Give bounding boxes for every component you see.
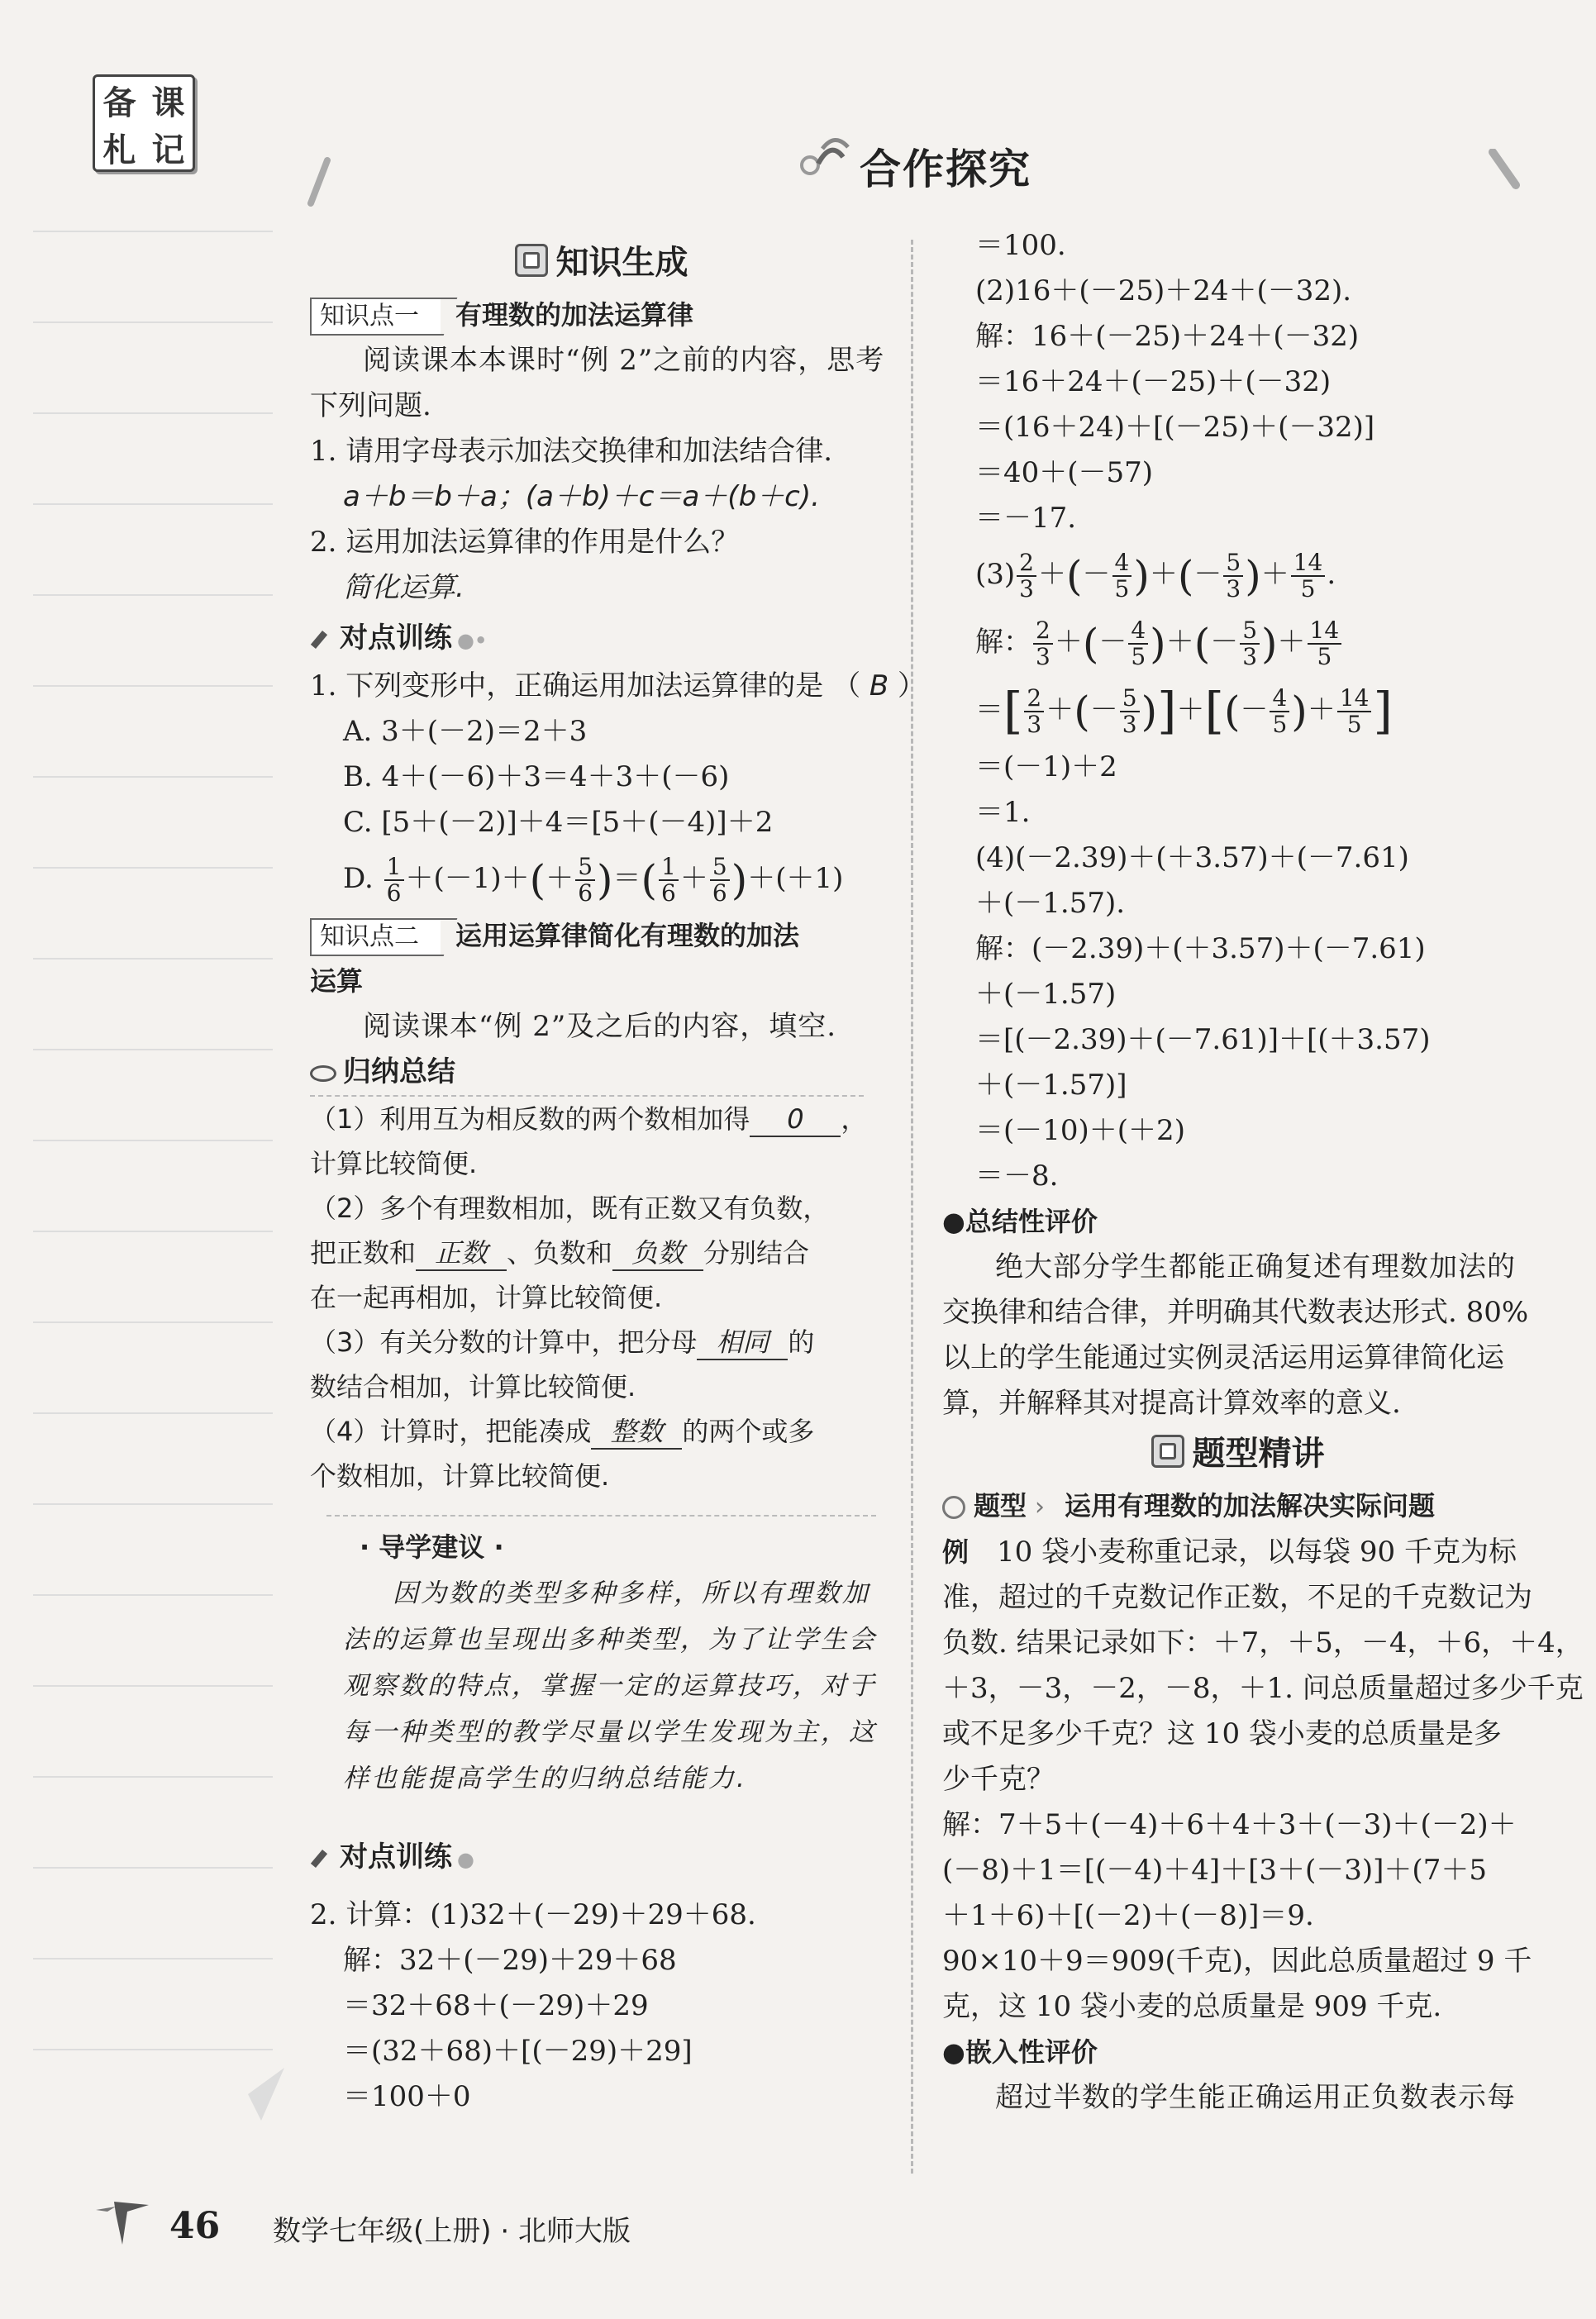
denominator: 5 bbox=[1131, 643, 1146, 670]
dots-icon: ●• bbox=[457, 629, 488, 652]
calc-line: 解：16＋(－25)＋24＋(－32) bbox=[975, 320, 1360, 353]
opt-d-part: ＋(＋1) bbox=[747, 862, 844, 895]
section-title: 合作探究 bbox=[860, 145, 1031, 193]
example-line: ＋3，－3，－2，－8，＋1. 问总质量超过多少千克 bbox=[942, 1672, 1584, 1705]
numerator: 5 bbox=[1223, 550, 1243, 577]
pq1-answer: B bbox=[869, 669, 889, 702]
example-line bbox=[942, 1530, 1533, 1575]
op: ＝ bbox=[975, 693, 1003, 726]
problem-3-regroup bbox=[942, 677, 1533, 745]
op: ＋ bbox=[1046, 693, 1074, 726]
example-label: 例 bbox=[942, 1536, 970, 1568]
calc-line: ＋(－1.57). bbox=[975, 887, 1126, 920]
op: ＋ bbox=[1277, 626, 1306, 659]
chevron-right-icon: › bbox=[1035, 1493, 1046, 1521]
op: . bbox=[1327, 558, 1336, 591]
fraction bbox=[1308, 618, 1342, 669]
kp1-intro-line: 阅读课本本课时“例 2”之前的内容，思考 bbox=[363, 344, 885, 377]
summary-line: 数结合相加，计算比较简便. bbox=[310, 1371, 636, 1402]
answer-1: a＋b＝b＋a；(a＋b)＋c＝a＋(b＋c). bbox=[343, 480, 820, 513]
op: ＋ bbox=[1260, 558, 1289, 591]
notes-char: 备 bbox=[102, 84, 136, 122]
kp1-row bbox=[310, 293, 893, 338]
denominator: 6 bbox=[661, 879, 676, 907]
summary-line: 个数相加，计算比较简便. bbox=[310, 1460, 610, 1492]
pq2-line: ＝32＋68＋(－29)＋29 bbox=[343, 1989, 649, 2022]
answer-2: 简化运算. bbox=[343, 571, 465, 604]
numerator: 4 bbox=[1112, 550, 1132, 577]
s-text: 把正数和 bbox=[310, 1237, 417, 1269]
leaf-icon bbox=[310, 1065, 336, 1082]
numerator: 5 bbox=[710, 855, 730, 881]
denominator: 5 bbox=[1272, 711, 1288, 738]
numerator: 1 bbox=[659, 855, 679, 881]
bracket: （ bbox=[832, 669, 861, 702]
kp2-tag: 知识点二 bbox=[310, 918, 441, 956]
op: － bbox=[1098, 626, 1127, 659]
cooperation-icon bbox=[793, 132, 851, 182]
fill-blank: 负数 bbox=[612, 1236, 703, 1271]
denominator: 3 bbox=[1019, 575, 1034, 602]
fraction bbox=[659, 855, 679, 906]
left-column bbox=[310, 236, 927, 2120]
bracket: [ bbox=[1003, 682, 1023, 740]
kp2-row bbox=[310, 913, 893, 959]
option-d bbox=[310, 845, 893, 913]
calc-line: ＝1. bbox=[975, 796, 1031, 829]
fill-blank: 整数 bbox=[591, 1415, 682, 1450]
opt-d-part: ＋ bbox=[679, 862, 708, 895]
kp2-title: 运用运算律简化有理数的加法 bbox=[455, 920, 800, 951]
numerator: 14 bbox=[1308, 618, 1342, 645]
s-text: 的两个或多 bbox=[682, 1416, 815, 1447]
practice-question-1 bbox=[310, 664, 927, 709]
option-c: C. [5＋(－2)]＋4＝[5＋(－4)]＋2 bbox=[343, 806, 774, 839]
op: － bbox=[1193, 558, 1222, 591]
banner-left-stroke bbox=[306, 157, 331, 207]
denominator: 3 bbox=[1122, 711, 1137, 738]
numerator: 5 bbox=[575, 855, 595, 881]
paren: ) bbox=[1245, 552, 1261, 600]
solve-label: 解： bbox=[975, 626, 1031, 659]
solution-line: 克，这 10 袋小麦的总质量是 909 千克. bbox=[942, 1990, 1442, 2023]
summary-line bbox=[310, 1097, 893, 1141]
notes-char: 课 bbox=[151, 84, 185, 122]
example-text: 10 袋小麦称重记录，以每袋 90 千克为标 bbox=[997, 1536, 1517, 1569]
calc-line: ＋(－1.57)] bbox=[975, 1069, 1127, 1102]
paren: ( bbox=[1223, 688, 1241, 736]
denominator: 3 bbox=[1027, 711, 1042, 738]
question-1: 1. 请用字母表示加法交换律和加法结合律. bbox=[310, 435, 833, 468]
denominator: 6 bbox=[578, 879, 593, 907]
numerator: 5 bbox=[1240, 618, 1260, 645]
denominator: 5 bbox=[1317, 643, 1332, 670]
problem-3 bbox=[942, 541, 1533, 609]
summary-heading bbox=[310, 1050, 864, 1097]
banner-right-stroke bbox=[1488, 149, 1521, 190]
solution-line: 90×10＋9＝909(千克)，因此总质量超过 9 千 bbox=[942, 1945, 1532, 1978]
op: － bbox=[1082, 558, 1111, 591]
kp2-title-cont: 运算 bbox=[310, 965, 364, 997]
numerator: 1 bbox=[384, 855, 404, 881]
numerator: 4 bbox=[1128, 618, 1148, 645]
pq2-line: ＝100＋0 bbox=[343, 2080, 471, 2113]
dots-icon: ● bbox=[457, 1848, 474, 1871]
paren: ) bbox=[1261, 620, 1278, 668]
numerator: 2 bbox=[1033, 618, 1053, 645]
guide-line: 每一种类型的教学尽量以学生发现为主，这 bbox=[343, 1717, 877, 1747]
pen-icon bbox=[311, 631, 327, 649]
solution-line: (－8)＋1＝[(－4)＋4]＋[3＋(－3)]＋(7＋5 bbox=[942, 1854, 1487, 1887]
kp2-intro: 阅读课本“例 2”及之后的内容，填空. bbox=[363, 1010, 837, 1043]
op: ＋ bbox=[1149, 558, 1178, 591]
knowledge-heading-text: 知识生成 bbox=[555, 244, 688, 282]
denominator: 6 bbox=[386, 879, 402, 907]
numerator: 2 bbox=[1017, 550, 1036, 577]
paren: ) bbox=[1141, 688, 1158, 736]
bracket: [ bbox=[1204, 682, 1224, 740]
kp1-tag: 知识点一 bbox=[310, 298, 441, 336]
bracket: ] bbox=[1373, 682, 1393, 740]
guide-line: 观察数的特点，掌握一定的运算技巧，对于 bbox=[343, 1671, 877, 1701]
op: ＋ bbox=[1176, 693, 1205, 726]
s-text: 的 bbox=[788, 1326, 815, 1358]
pq2-line: 2. 计算：(1)32＋(－29)＋29＋68. bbox=[310, 1898, 756, 1931]
paren: ( bbox=[641, 856, 658, 904]
types-heading-text: 题型精讲 bbox=[1192, 1435, 1325, 1473]
notes-char: 札 bbox=[102, 131, 136, 169]
margin-note-lines bbox=[33, 215, 273, 2116]
teaching-guide bbox=[326, 1515, 876, 1802]
knowledge-icon bbox=[515, 244, 548, 277]
calc-line: ＝(－1)＋2 bbox=[975, 750, 1117, 783]
eval-line: 交换律和结合律，并明确其代数表达形式. 80% bbox=[942, 1296, 1529, 1329]
denominator: 5 bbox=[1346, 711, 1362, 738]
calc-line: (4)(－2.39)＋(＋3.57)＋(－7.61) bbox=[975, 841, 1409, 874]
practice2-heading-text: 对点训练 bbox=[340, 1840, 452, 1874]
numerator: 4 bbox=[1270, 686, 1289, 712]
fraction bbox=[1240, 618, 1260, 669]
types-heading bbox=[942, 1431, 1533, 1477]
problem-3-solution bbox=[942, 609, 1533, 677]
solution-line: 解：7＋5＋(－4)＋6＋4＋3＋(－3)＋(－2)＋ bbox=[942, 1808, 1517, 1841]
question-2: 2. 运用加法运算律的作用是什么？ bbox=[310, 526, 740, 559]
eval-line: 绝大部分学生都能正确复述有理数加法的 bbox=[995, 1250, 1516, 1283]
example-line: 准，超过的千克数记作正数，不足的千克数记为 bbox=[942, 1581, 1532, 1614]
denominator: 3 bbox=[1242, 643, 1258, 670]
fraction bbox=[1017, 550, 1036, 602]
paren: ( bbox=[1177, 552, 1194, 600]
paren: ) bbox=[1291, 688, 1308, 736]
paren: ( bbox=[1082, 620, 1099, 668]
fraction bbox=[1270, 686, 1289, 737]
numerator: 5 bbox=[1120, 686, 1140, 712]
op: ＋ bbox=[1054, 626, 1083, 659]
summary-line bbox=[310, 1231, 893, 1275]
footer-arrow-icon bbox=[91, 2198, 157, 2248]
embed-line: 超过半数的学生能正确运用正负数表示每 bbox=[995, 2081, 1516, 2114]
embedded-eval-heading: ●嵌入性评价 bbox=[942, 2036, 1098, 2068]
knowledge-heading bbox=[310, 240, 893, 286]
fraction bbox=[384, 855, 404, 906]
fraction bbox=[1223, 550, 1243, 602]
paren: ( bbox=[529, 856, 546, 904]
kp1-title: 有理数的加法运算律 bbox=[455, 299, 694, 331]
calc-line: ＝(－10)＋(＋2) bbox=[975, 1114, 1185, 1147]
book-title: 数学七年级(上册) · 北师大版 bbox=[273, 2215, 631, 2248]
paren: ) bbox=[731, 856, 748, 904]
opt-d-part: ＝ bbox=[612, 862, 641, 895]
numerator: 14 bbox=[1337, 686, 1372, 712]
opt-d-part: ＋(－1)＋ bbox=[405, 862, 530, 895]
opt-d-prefix: D. bbox=[343, 862, 383, 895]
practice-heading-text: 对点训练 bbox=[340, 621, 452, 655]
fill-blank: 相同 bbox=[697, 1326, 788, 1360]
s-text: （4）计算时，把能凑成 bbox=[310, 1416, 592, 1447]
fraction bbox=[1033, 618, 1053, 669]
opt-d-part: ＋ bbox=[545, 862, 574, 895]
op: ＋ bbox=[1307, 693, 1336, 726]
fraction bbox=[575, 855, 595, 906]
fraction bbox=[1291, 550, 1326, 602]
summative-eval-heading: ●总结性评价 bbox=[942, 1206, 1098, 1237]
calc-line: ＝－8. bbox=[975, 1160, 1059, 1193]
corner-triangle-decoration bbox=[245, 2066, 286, 2124]
fraction bbox=[1112, 550, 1132, 602]
denominator: 3 bbox=[1226, 575, 1241, 602]
summary-line: （2）多个有理数相加，既有正数又有负数， bbox=[310, 1193, 830, 1224]
p3-label: (3) bbox=[975, 558, 1016, 591]
op: － bbox=[1240, 693, 1269, 726]
option-b: B. 4＋(－6)＋3＝4＋3＋(－6) bbox=[343, 760, 730, 793]
calc-line: (2)16＋(－25)＋24＋(－32). bbox=[975, 274, 1352, 307]
solution-line: ＋1＋6)＋[(－2)＋(－8)]＝9. bbox=[942, 1899, 1314, 1932]
s-text: （3）有关分数的计算中，把分母 bbox=[310, 1326, 698, 1358]
op: － bbox=[1210, 626, 1239, 659]
op: ＋ bbox=[1038, 558, 1066, 591]
summary-line bbox=[310, 1409, 893, 1454]
example-line: 或不足多少千克？这 10 袋小麦的总质量是多 bbox=[942, 1717, 1502, 1750]
paren: ( bbox=[1074, 688, 1090, 736]
eval-line: 以上的学生能通过实例灵活运用运算律简化运 bbox=[942, 1341, 1504, 1374]
fraction bbox=[710, 855, 730, 906]
calc-line: ＝(16＋24)＋[(－25)＋(－32)] bbox=[975, 411, 1375, 444]
summary-line: 计算比较简便. bbox=[310, 1148, 478, 1179]
eval-line: 算，并解释其对提高计算效率的意义. bbox=[942, 1387, 1401, 1420]
bracket: ] bbox=[1157, 682, 1177, 740]
bracket: ） bbox=[898, 669, 927, 702]
op: － bbox=[1089, 693, 1118, 726]
guide-line: 因为数的类型多种多样，所以有理数加 bbox=[393, 1579, 870, 1608]
guide-line: 样也能提高学生的归纳总结能力. bbox=[343, 1764, 747, 1793]
type-tag: 题型 bbox=[974, 1490, 1027, 1521]
summary-line bbox=[310, 1320, 893, 1364]
paren: ) bbox=[1133, 552, 1150, 600]
numerator: 2 bbox=[1024, 686, 1044, 712]
fill-blank: 正数 bbox=[416, 1236, 507, 1271]
notes-box bbox=[93, 74, 195, 172]
types-icon bbox=[1151, 1435, 1184, 1468]
s-text: 、负数和 bbox=[507, 1237, 613, 1269]
denominator: 5 bbox=[1114, 575, 1130, 602]
calc-line: ＝40＋(－57) bbox=[975, 456, 1154, 489]
guide-text bbox=[335, 1570, 877, 1802]
guide-line: 法的运算也呈现出多种类型，为了让学生会 bbox=[343, 1625, 877, 1655]
calc-line: 解：(－2.39)＋(＋3.57)＋(－7.61) bbox=[975, 932, 1426, 965]
option-a: A. 3＋(－2)＝2＋3 bbox=[343, 715, 588, 748]
calc-line: ＝－17. bbox=[975, 502, 1077, 535]
guide-heading: · 导学建议 · bbox=[360, 1531, 504, 1563]
s-text: ， bbox=[841, 1103, 868, 1135]
denominator: 5 bbox=[1300, 575, 1316, 602]
calc-line: ＝[(－2.39)＋(－7.61)]＋[(＋3.57) bbox=[975, 1023, 1431, 1056]
summary-line: 在一起再相加，计算比较简便. bbox=[310, 1282, 663, 1313]
page-number: 46 bbox=[169, 2205, 221, 2247]
fraction bbox=[1337, 686, 1372, 737]
denominator: 3 bbox=[1036, 643, 1051, 670]
summary-heading-text: 归纳总结 bbox=[343, 1055, 455, 1088]
op: ＋ bbox=[1165, 626, 1194, 659]
example-line: 负数. 结果记录如下：＋7，＋5，－4，＋6，＋4， bbox=[942, 1626, 1584, 1659]
right-column bbox=[942, 223, 1584, 2121]
practice2-heading bbox=[310, 1835, 893, 1883]
calc-line: ＋(－1.57) bbox=[975, 978, 1117, 1011]
fill-blank: 0 bbox=[750, 1102, 841, 1137]
numerator: 14 bbox=[1291, 550, 1326, 577]
column-divider bbox=[911, 240, 913, 2174]
pq2-line: ＝(32＋68)＋[(－29)＋29] bbox=[343, 2035, 693, 2068]
paren: ( bbox=[1193, 620, 1211, 668]
calc-line: ＝16＋24＋(－25)＋(－32) bbox=[975, 365, 1332, 398]
s-text: 分别结合 bbox=[703, 1237, 810, 1269]
fraction bbox=[1128, 618, 1148, 669]
fraction bbox=[1120, 686, 1140, 737]
practice-question-2 bbox=[310, 1893, 893, 2120]
type-row bbox=[942, 1483, 1533, 1530]
paren: ) bbox=[1150, 620, 1166, 668]
denominator: 6 bbox=[712, 879, 727, 907]
s-text: （1）利用互为相反数的两个数相加得 bbox=[310, 1103, 750, 1135]
pen-icon bbox=[311, 1850, 327, 1868]
summary-body bbox=[310, 1097, 893, 1498]
practice-heading bbox=[310, 616, 893, 664]
type-title: 运用有理数的加法解决实际问题 bbox=[1065, 1490, 1436, 1521]
kp1-intro-line: 下列问题. bbox=[310, 389, 431, 422]
paren: ) bbox=[597, 856, 613, 904]
calc-line: ＝100. bbox=[975, 229, 1066, 262]
fraction bbox=[1024, 686, 1044, 737]
paren: ( bbox=[1066, 552, 1083, 600]
notes-char: 记 bbox=[151, 131, 185, 169]
pq1-text: 1. 下列变形中，正确运用加法运算律的是 bbox=[310, 669, 824, 702]
type-icon bbox=[942, 1496, 965, 1519]
pq2-line: 解：32＋(－29)＋29＋68 bbox=[343, 1944, 677, 1977]
example-line: 少千克？ bbox=[942, 1763, 1055, 1796]
